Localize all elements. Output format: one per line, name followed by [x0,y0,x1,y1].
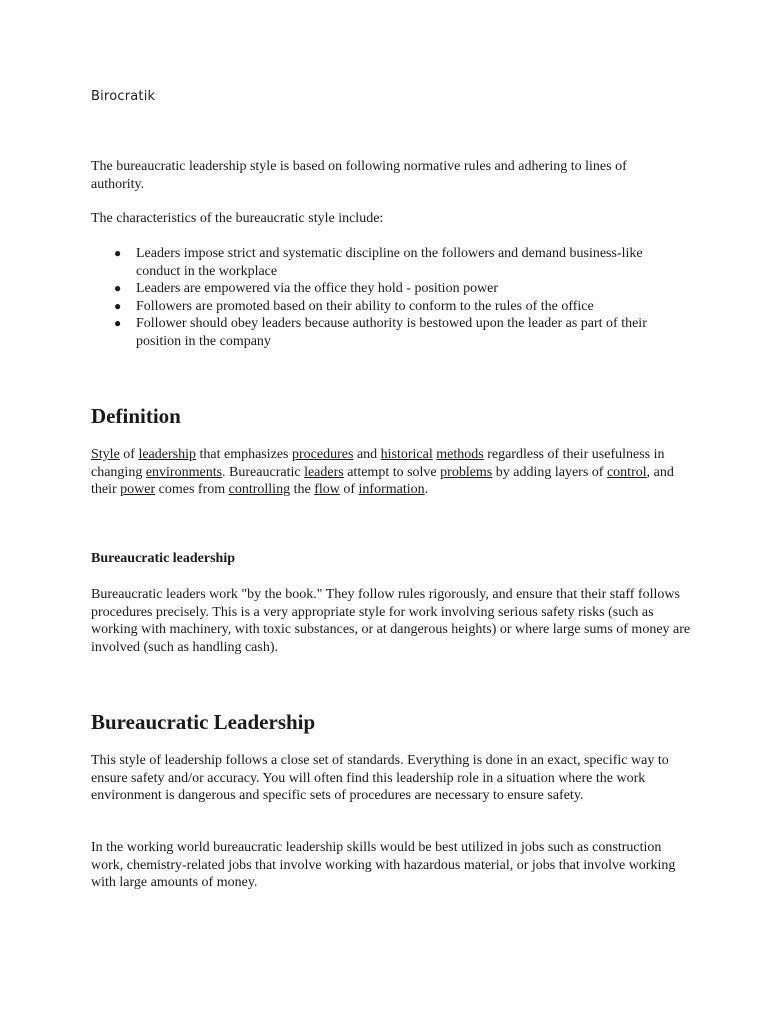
link-historical[interactable]: historical [380,447,433,462]
bureaucratic-leadership-subheading: Bureaucratic leadership [91,551,236,566]
bullet-icon: ● [114,316,122,330]
text-segment: . Bureaucratic [222,464,305,480]
characteristics-list [91,245,681,350]
definition-paragraph [91,446,681,499]
link-environments[interactable]: environments [145,464,223,480]
text-segment: by adding layers of [492,464,607,480]
list-item-text: Follower should obey leaders because authority is bestowed upon the leader as part of their position in the company [136,316,647,349]
text-segment: . [424,482,429,497]
text-segment: the [290,482,315,497]
text-segment: of [339,482,359,497]
list-item-text: Followers are promoted based on their ability to conform to the rules of the office [136,298,594,314]
intro-paragraph: The bureaucratic leadership style is based on following normative rules and adhering to lines of authority. [91,159,627,192]
list-item [91,298,681,316]
link-procedures[interactable]: procedures [292,447,354,462]
text-segment: that emphasizes [195,447,293,462]
bullet-icon: ● [114,281,122,295]
list-item-text: Leaders impose strict and systematic discipline on the followers and demand business-like conduct in the workplace [136,246,643,279]
link-control[interactable]: control [606,464,647,480]
working-world-paragraph: In the working world bureaucratic leadership skills would be best utilized in jobs such as construction work, chemistry-related jobs that involve working with hazardous material, or jobs that involve working with large amounts of money. [91,840,676,890]
link-controlling[interactable]: controlling [228,482,291,497]
style-paragraph: This style of leadership follows a close set of standards. Everything is done in an exact, specific way to ensure safety and/or accuracy. You will often find this leadership role in a situation where the work environment is dangerous and specific sets of procedures are necessary to ensure safety. [91,753,669,803]
list-item [91,315,681,350]
text-segment: , and their [91,464,674,497]
list-item [91,280,681,298]
text-segment: and [353,447,381,462]
list-item [91,245,681,280]
link-leaders[interactable]: leaders [304,464,344,480]
document-title: Birocratik [91,89,156,104]
definition-heading: Definition [91,404,181,428]
list-item-text: Leaders are empowered via the office they hold - position power [136,281,499,296]
text-segment: attempt to solve [343,464,441,480]
text-segment: comes from [155,482,229,497]
link-leadership[interactable]: leadership [138,447,196,462]
link-style[interactable]: Style [91,447,120,462]
text-segment: regardless of their usefulness in changing [91,447,665,480]
link-problems[interactable]: problems [440,464,493,480]
link-methods[interactable]: methods [436,447,484,462]
link-information[interactable]: information [358,482,425,497]
bullet-icon: ● [114,246,122,260]
characteristics-intro: The characteristics of the bureaucratic style include: [91,211,384,226]
bureaucratic-leaders-paragraph: Bureaucratic leaders work "by the book." They follow rules rigorously, and ensure that their staff follows procedures precisely. This is a very appropriate style for work involving serious safety risks (such as working with machinery, with toxic substances, or at dangerous heights) or where large sums of money are involved (such as handling cash). [91,587,691,655]
link-flow[interactable]: flow [314,482,340,497]
bullet-icon: ● [114,298,122,313]
bureaucratic-leadership-heading: Bureaucratic Leadership [91,710,316,734]
text-segment: of [119,447,139,462]
link-power[interactable]: power [120,482,156,497]
